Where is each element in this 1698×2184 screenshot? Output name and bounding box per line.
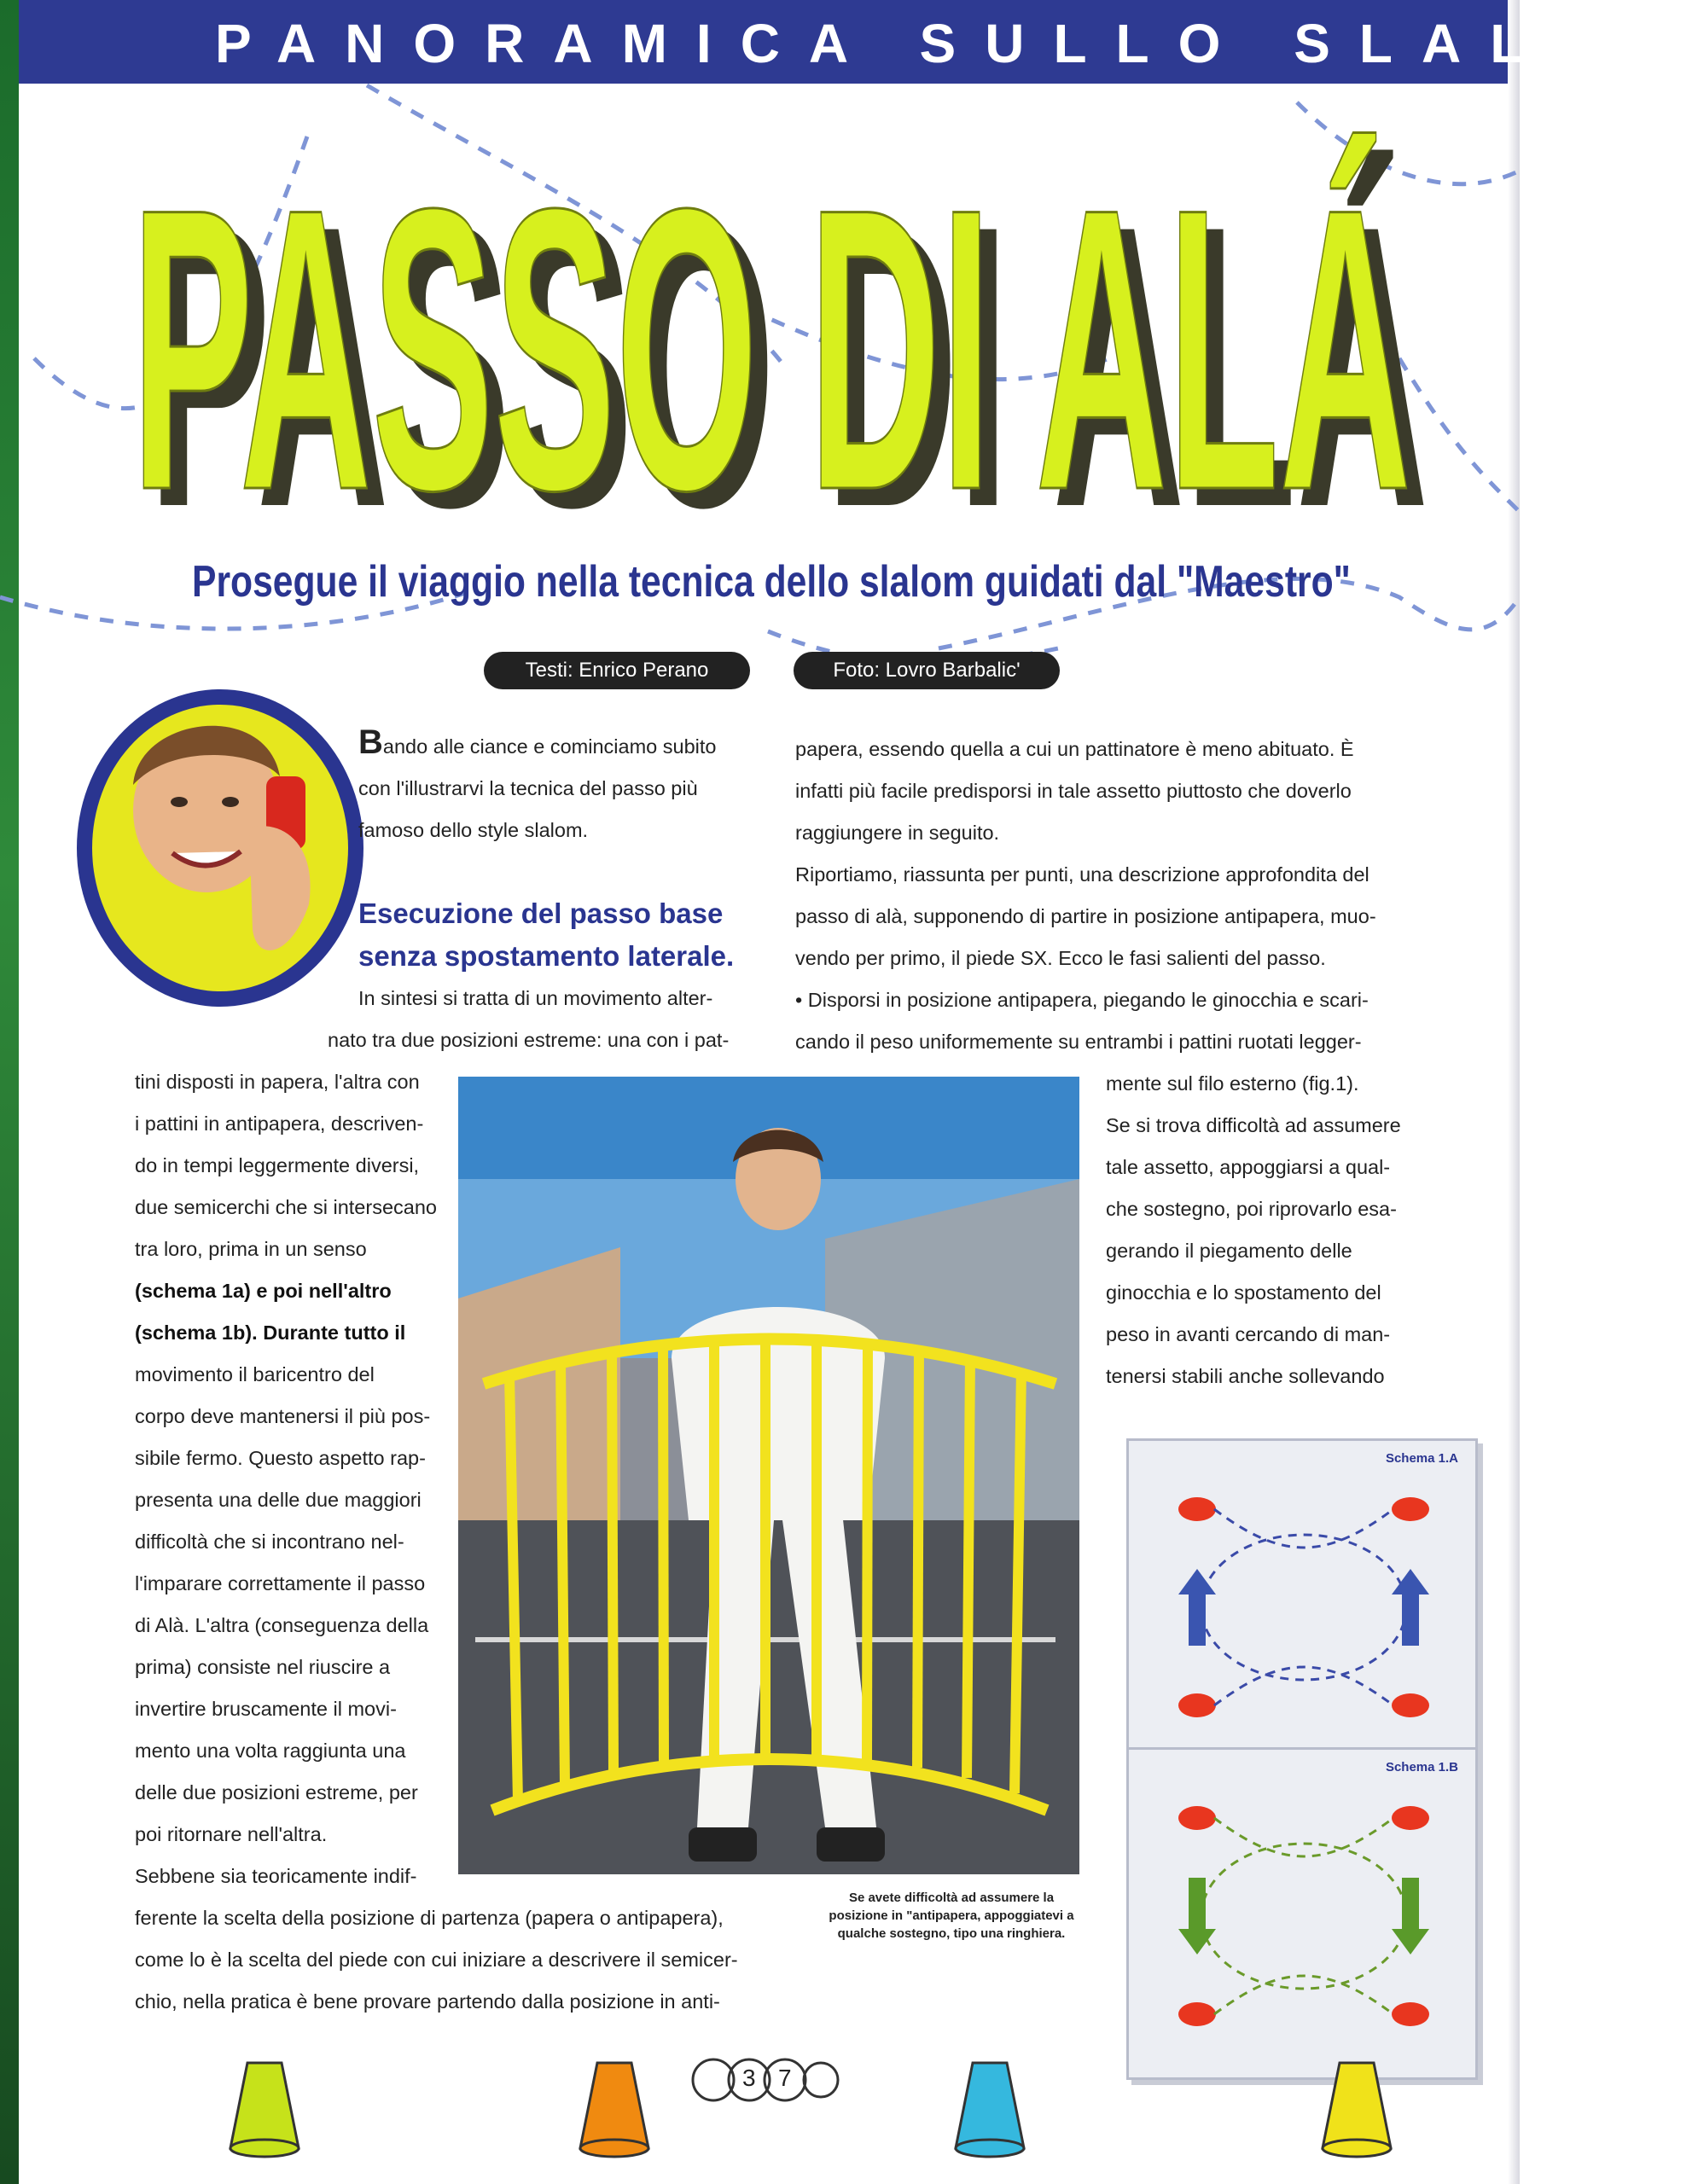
skater-photo bbox=[458, 1077, 1079, 1874]
body-line: mento una volta raggiunta una bbox=[135, 1740, 406, 1762]
foot-icon bbox=[1178, 1497, 1429, 1717]
page-number-digit: 3 bbox=[742, 2065, 756, 2091]
body-line: (schema 1a) e poi nell'altro bbox=[135, 1280, 392, 1302]
arrow-up-icon bbox=[1178, 1569, 1216, 1646]
body-line: tini disposti in papera, l'altra con bbox=[135, 1071, 420, 1093]
body-left-narrow bbox=[135, 1061, 437, 1897]
body-line: (schema 1b). Durante tutto il bbox=[135, 1321, 406, 1344]
body-left-bottom bbox=[135, 1897, 738, 2023]
cone-icon bbox=[230, 2063, 299, 2157]
body-line: cando il peso uniformemente su entrambi i pattini ruotati legger- bbox=[795, 1031, 1362, 1053]
body-line: infatti più facile predisporsi in tale assetto piuttosto che doverlo bbox=[795, 780, 1352, 802]
section-heading-line: senza spostamento laterale. bbox=[358, 940, 735, 972]
intro-line: famoso dello style slalom. bbox=[358, 819, 589, 841]
body-line: papera, essendo quella a cui un pattinatore è meno abituato. È bbox=[795, 738, 1354, 760]
body-line: presenta una delle due maggiori bbox=[135, 1489, 422, 1511]
body-line: tenersi stabili anche sollevando bbox=[1106, 1365, 1385, 1387]
body-line: poi ritornare nell'altra. bbox=[135, 1823, 328, 1845]
body-line: sibile fermo. Questo aspetto rap- bbox=[135, 1447, 426, 1469]
body-line: due semicerchi che si intersecano bbox=[135, 1196, 437, 1218]
body-line: nato tra due posizioni estreme: una con i pat- bbox=[328, 1029, 730, 1051]
photo-caption: Se avete difficoltà ad assumere la posizione in "antipapera, appoggiatevi a qualche sostegno, tipo una ringhiera. bbox=[829, 1891, 1074, 1941]
arrow-up-icon bbox=[1392, 1569, 1429, 1646]
schema-label: Schema 1.B bbox=[1385, 1760, 1458, 1774]
arrow-down-icon bbox=[1392, 1878, 1429, 1955]
page-number-circles bbox=[689, 2056, 840, 2104]
foot-icon bbox=[1178, 1806, 1429, 2026]
body-line: ginocchia e lo spostamento del bbox=[1106, 1281, 1381, 1304]
body-line: vendo per primo, il piede SX. Ecco le fasi salienti del passo. bbox=[795, 947, 1326, 969]
body-right-narrow bbox=[1106, 1063, 1401, 1397]
section-title: PANORAMICA SULLO SLALOM bbox=[215, 13, 1698, 74]
body-line: Sebbene sia teoricamente indif- bbox=[135, 1865, 417, 1887]
schema-1a-diagram bbox=[1126, 1438, 1478, 1771]
intro-dropcap: B bbox=[358, 723, 383, 761]
author-avatar bbox=[70, 682, 370, 1014]
body-line: i pattini in antipapera, descriven- bbox=[135, 1112, 424, 1135]
intro-line: con l'illustrarvi la tecnica del passo più bbox=[358, 777, 698, 799]
schema-label: Schema 1.A bbox=[1385, 1451, 1458, 1466]
page-title-shadow: PASSO DI ALÁ bbox=[148, 142, 1428, 590]
cone-icon bbox=[580, 2063, 648, 2157]
body-line: • Disporsi in posizione antipapera, piegando le ginocchia e scari- bbox=[795, 989, 1369, 1011]
body-line: In sintesi si tratta di un movimento alter- bbox=[358, 987, 713, 1009]
body-line: prima) consiste nel riuscire a bbox=[135, 1656, 391, 1678]
cone-icon bbox=[956, 2063, 1024, 2157]
body-line: l'imparare correttamente il passo bbox=[135, 1572, 426, 1594]
arrow-down-icon bbox=[1178, 1878, 1216, 1955]
schema-1a-figure bbox=[1129, 1441, 1475, 1769]
body-line: difficoltà che si incontrano nel- bbox=[135, 1531, 404, 1553]
body-line: chio, nella pratica è bene provare partendo dalla posizione in anti- bbox=[135, 1990, 720, 2013]
body-right-top bbox=[795, 729, 1376, 1063]
body-line: tale assetto, appoggiarsi a qual- bbox=[1106, 1156, 1391, 1178]
body-left-top bbox=[328, 978, 730, 1061]
body-line: Riportiamo, riassunta per punti, una descrizione approfondita del bbox=[795, 863, 1369, 886]
body-line: tra loro, prima in un senso bbox=[135, 1238, 367, 1260]
intro-paragraph bbox=[358, 722, 716, 851]
page-number bbox=[689, 2056, 840, 2104]
body-line: che sostegno, poi riprovarlo esa- bbox=[1106, 1198, 1397, 1220]
body-line: movimento il baricentro del bbox=[135, 1363, 375, 1385]
intro-line: ando alle ciance e cominciamo subito bbox=[382, 735, 717, 758]
cone-icon bbox=[1323, 2063, 1391, 2157]
photo-credit: Foto: Lovro Barbalic' bbox=[794, 652, 1060, 689]
body-line: gerando il piegamento delle bbox=[1106, 1240, 1352, 1262]
skater-photo-illustration bbox=[458, 1077, 1079, 1874]
body-line: mente sul filo esterno (fig.1). bbox=[1106, 1072, 1359, 1095]
section-heading-line: Esecuzione del passo base bbox=[358, 897, 724, 929]
body-line: do in tempi leggermente diversi, bbox=[135, 1154, 420, 1176]
author-credit: Testi: Enrico Perano bbox=[484, 652, 750, 689]
schema-1b-figure bbox=[1129, 1750, 1475, 2077]
body-line: invertire bruscamente il movi- bbox=[135, 1698, 397, 1720]
body-line: ferente la scelta della posizione di partenza (papera o antipapera), bbox=[135, 1907, 724, 1929]
body-line: raggiungere in seguito. bbox=[795, 822, 1000, 844]
body-line: peso in avanti cercando di man- bbox=[1106, 1323, 1391, 1345]
body-line: di Alà. L'altra (conseguenza della bbox=[135, 1614, 429, 1636]
body-line: Se si trova difficoltà ad assumere bbox=[1106, 1114, 1401, 1136]
section-heading bbox=[358, 892, 734, 978]
page-number-digit: 7 bbox=[778, 2065, 792, 2091]
body-line: come lo è la scelta del piede con cui iniziare a descrivere il semicer- bbox=[135, 1949, 738, 1971]
body-line: delle due posizioni estreme, per bbox=[135, 1781, 418, 1804]
page-subtitle: Prosegue il viaggio nella tecnica dello slalom guidati dal "Maestro" bbox=[192, 557, 1351, 607]
body-line: corpo deve mantenersi il più pos- bbox=[135, 1405, 431, 1427]
body-line: passo di alà, supponendo di partire in posizione antipapera, muo- bbox=[795, 905, 1376, 927]
page-title-text: PASSO DI ALÁ bbox=[131, 125, 1411, 573]
schema-1b-diagram bbox=[1126, 1747, 1478, 2080]
